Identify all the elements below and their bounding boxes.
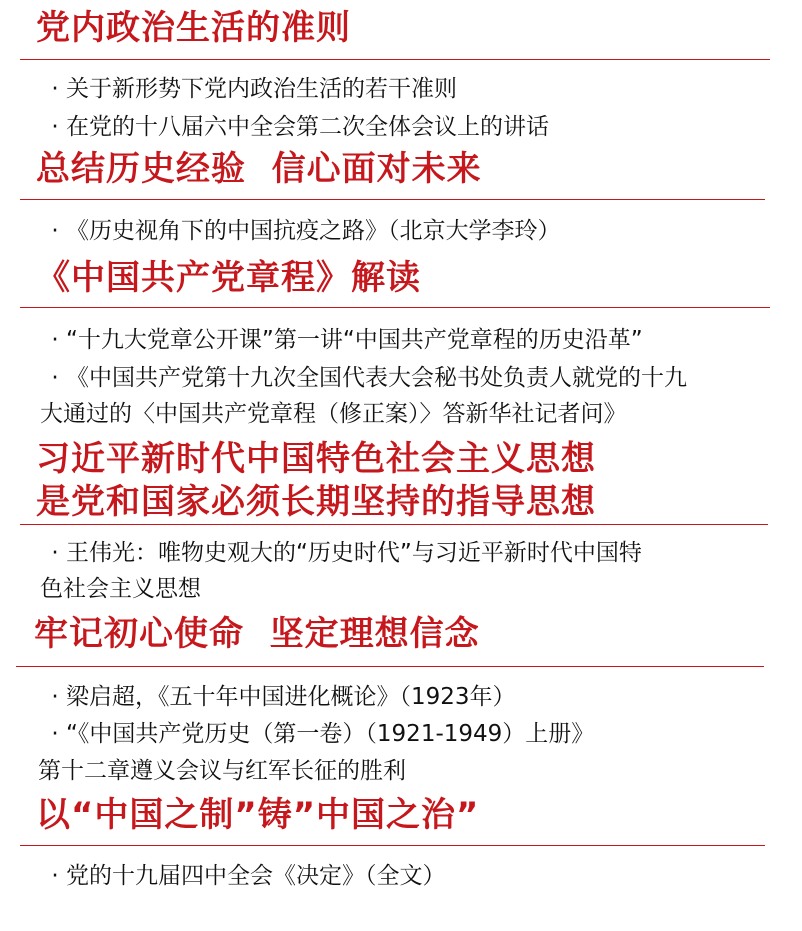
item-text: “《中国共产党历史（第一卷）（1921-1949）上册》 bbox=[66, 721, 595, 747]
item-text: 大通过的〈中国共产党章程（修正案）〉答新华社记者问》 bbox=[40, 401, 627, 427]
bullet-dot: · bbox=[51, 540, 59, 566]
bullet-dot: · bbox=[51, 863, 59, 889]
item-text: 第十二章遵义会议与红军长征的胜利 bbox=[38, 758, 406, 784]
list-item[interactable] bbox=[44, 322, 643, 358]
section-heading: 以“中国之制”铸”中国之治” bbox=[36, 795, 480, 835]
list-item[interactable] bbox=[44, 360, 687, 396]
item-text: 色社会主义思想 bbox=[40, 576, 201, 602]
bullet-dot: · bbox=[51, 218, 59, 244]
section-heading-line-1: 习近平新时代中国特色社会主义思想 bbox=[36, 439, 596, 479]
section-divider bbox=[20, 307, 770, 308]
section-heading: 牢记初心使命 坚定理想信念 bbox=[34, 614, 480, 654]
section-divider bbox=[20, 845, 765, 846]
section-heading: 党内政治生活的准则 bbox=[36, 8, 351, 48]
section-divider bbox=[16, 666, 764, 667]
section-divider bbox=[20, 524, 768, 525]
item-text: 梁启超，《五十年中国进化概论》（1923年） bbox=[66, 684, 516, 710]
list-item[interactable] bbox=[44, 716, 594, 752]
item-text: 在党的十八届六中全会第二次全体会议上的讲话 bbox=[66, 114, 549, 140]
item-text: 《中国共产党第十九次全国代表大会秘书处负责人就党的十九 bbox=[66, 365, 687, 391]
section-heading: 《中国共产党章程》解读 bbox=[36, 258, 421, 298]
list-item[interactable] bbox=[44, 71, 457, 107]
list-item-continuation bbox=[40, 571, 201, 607]
list-item[interactable] bbox=[44, 109, 549, 145]
item-text: 关于新形势下党内政治生活的若干准则 bbox=[66, 76, 457, 102]
list-item[interactable] bbox=[44, 858, 446, 894]
section-heading: 总结历史经验 信心面对未来 bbox=[36, 149, 482, 189]
bullet-dot: · bbox=[51, 114, 59, 140]
list-item[interactable] bbox=[44, 535, 642, 571]
bullet-dot: · bbox=[51, 76, 59, 102]
bullet-dot: · bbox=[51, 721, 59, 747]
bullet-dot: · bbox=[51, 684, 59, 710]
list-item-continuation bbox=[40, 396, 627, 432]
item-text: “十九大党章公开课”第一讲“中国共产党章程的历史沿革” bbox=[66, 327, 643, 353]
bullet-dot: · bbox=[51, 327, 59, 353]
list-item-continuation bbox=[38, 753, 406, 789]
item-text: 《历史视角下的中国抗疫之路》（北京大学李玲） bbox=[66, 218, 561, 244]
section-heading-line-2: 是党和国家必须长期坚持的指导思想 bbox=[36, 482, 596, 522]
section-divider bbox=[20, 59, 770, 60]
item-text: 党的十九届四中全会《决定》（全文） bbox=[66, 863, 446, 889]
bullet-dot: · bbox=[51, 365, 59, 391]
list-item[interactable] bbox=[44, 679, 516, 715]
section-divider bbox=[20, 199, 765, 200]
item-text: 王伟光：唯物史观大的“历史时代”与习近平新时代中国特 bbox=[66, 540, 642, 566]
list-item[interactable] bbox=[44, 213, 561, 249]
